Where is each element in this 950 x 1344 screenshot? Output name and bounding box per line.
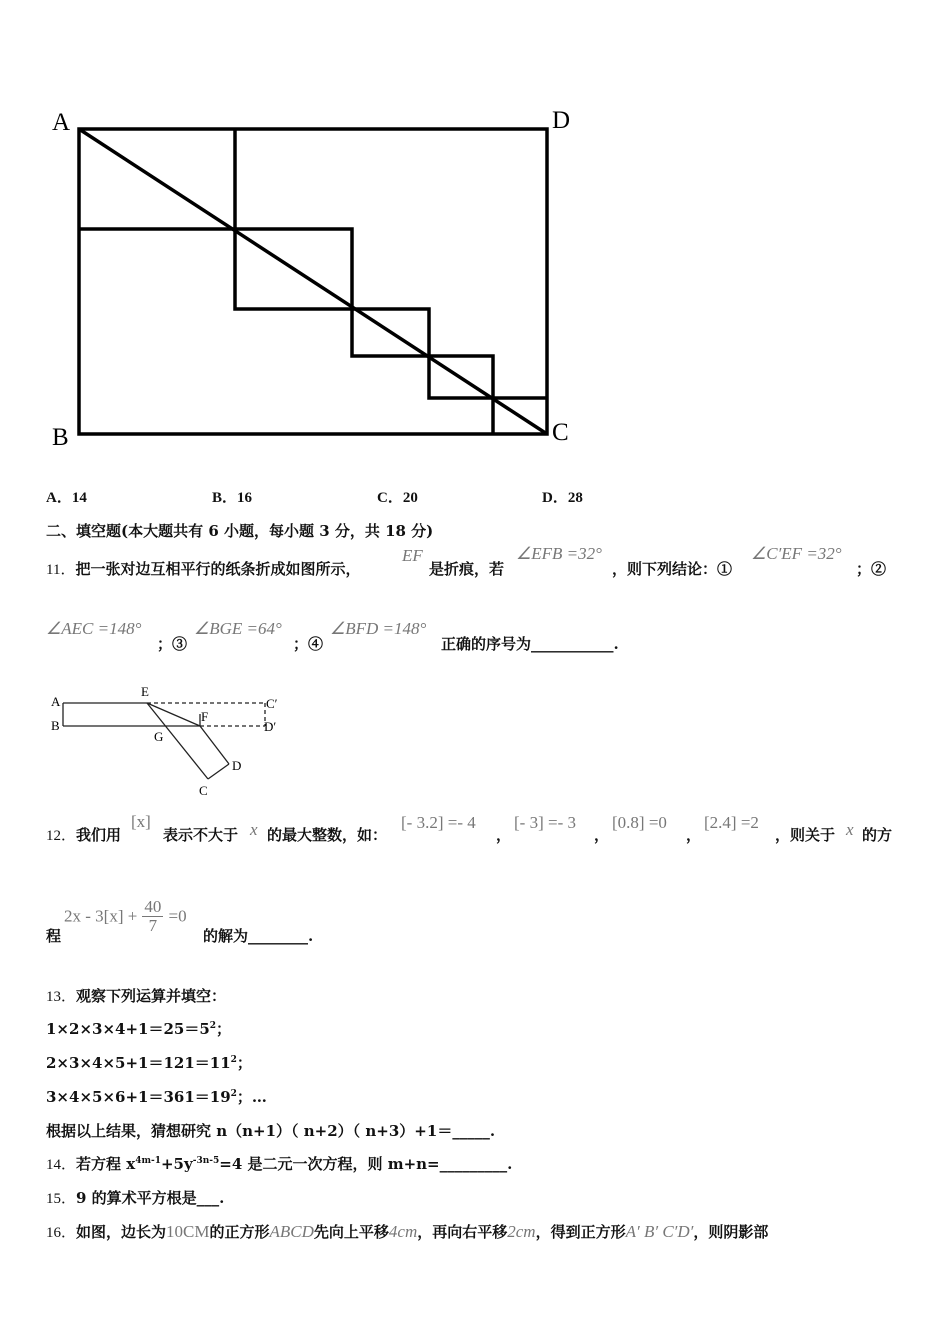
question-11-line-1: 11．把一张对边互相平行的纸条折成如图所示， [46,560,361,578]
math-conclusion-2: ∠AEC =148° [46,619,142,638]
question-12-line-1: 12．我们用 [46,826,122,844]
math-ef: EF [402,546,423,565]
q13-question: 根据以上结果，猜想研究 n（n+1）（ n+2）（ n+3）+1＝_____. [46,1122,496,1140]
question-number: 12． [46,828,77,844]
q11-text-7: 正确的序号为___________. [441,635,619,653]
math-floor-x: [x] [131,812,151,831]
math-example-1: [- 3.2] =- 4 [401,813,476,832]
q12-text-6: 程 [46,927,62,945]
question-number: 11． [46,562,76,578]
comma: ， [686,826,702,844]
label-e: E [141,684,149,699]
math-example-2: [- 3] =- 3 [514,813,576,832]
math-angle-efb: ∠EFB =32° [516,544,602,563]
q13-line-2: $2\times 3\times 4\times 5+1=121=11^2$； [46,1054,252,1072]
question-13-title: 13．观察下列运算并填空： [46,987,227,1005]
folded-strip-figure [46,683,296,801]
q11-text-5: ；③ [157,635,188,653]
math-x: x [250,820,258,839]
question-number: 15． [46,1191,77,1207]
comma: ， [496,826,512,844]
option-b[interactable]: B．16 [212,490,253,506]
rectangle-staircase-figure [40,100,600,460]
math-example-3: [0.8] =0 [612,813,667,832]
comma: ， [594,826,610,844]
label-c: C [199,783,208,798]
label-b: B [51,718,60,733]
q11-text-3: ，则下列结论：① [612,560,733,578]
q12-text-2: 表示不大于 [163,826,239,844]
option-a[interactable]: A．14 [46,490,87,506]
question-number: 13． [46,989,77,1005]
label-d: D [552,107,571,134]
q12-text-4: ，则关于 [775,826,836,844]
question-14: 14．若方程 $x^{4m-1}+5y^{-3n-5}=4$ 是二元一次方程，则 m+n=_________. [46,1155,513,1173]
question-number: 16． [46,1225,77,1241]
math-example-4: [2.4] =2 [704,813,759,832]
q11-text-6: ；④ [293,635,324,653]
label-a: A [51,694,61,709]
option-d[interactable]: D．28 [542,490,583,506]
math-conclusion-3: ∠BGE =64° [194,619,282,638]
question-number: 14． [46,1157,77,1173]
option-c[interactable]: C．20 [377,490,418,506]
section-title: 二、填空题(本大题共有 6 小题，每小题 3 分，共 18 分) [46,522,434,540]
label-b: B [52,424,69,451]
math-conclusion-1: ∠C′EF =32° [751,544,842,563]
label-c-prime: C′ [266,696,278,711]
diagonal-ac [79,129,547,434]
question-16: 16．如图，边长为10CM的正方形ABCD先向上平移4cm，再向右平移2cm，得到正方形A′ B′ C′D′，则阴影部 [46,1222,769,1241]
q11-text-4: ；② [856,560,887,578]
fraction: $\frac{40}{7}$ [144,897,162,935]
math-equation: 2x - 3[x] + $\frac{40}{7}$ =0 [64,897,187,935]
q12-text-5: 的方 [862,826,893,844]
q13-line-3: $3\times 4\times 5\times 6+1=361=19^2$；… [46,1088,267,1106]
math-conclusion-4: ∠BFD =148° [330,619,427,638]
label-g: G [154,729,164,744]
q12-text-7: 的解为________. [203,927,314,945]
q13-line-1: $1\times 2\times 3\times 4+1=25=5^2$； [46,1020,232,1038]
q12-text-3: 的最大整数，如： [267,826,388,844]
label-c: C [552,419,569,446]
label-a: A [52,109,71,136]
label-f: F [201,709,209,724]
label-d: D [232,758,242,773]
question-15: 15．9 的算术平方根是___. [46,1189,225,1207]
math-x-2: x [846,820,854,839]
label-d-prime: D′ [264,719,277,734]
q11-text-2: 是折痕，若 [429,560,505,578]
